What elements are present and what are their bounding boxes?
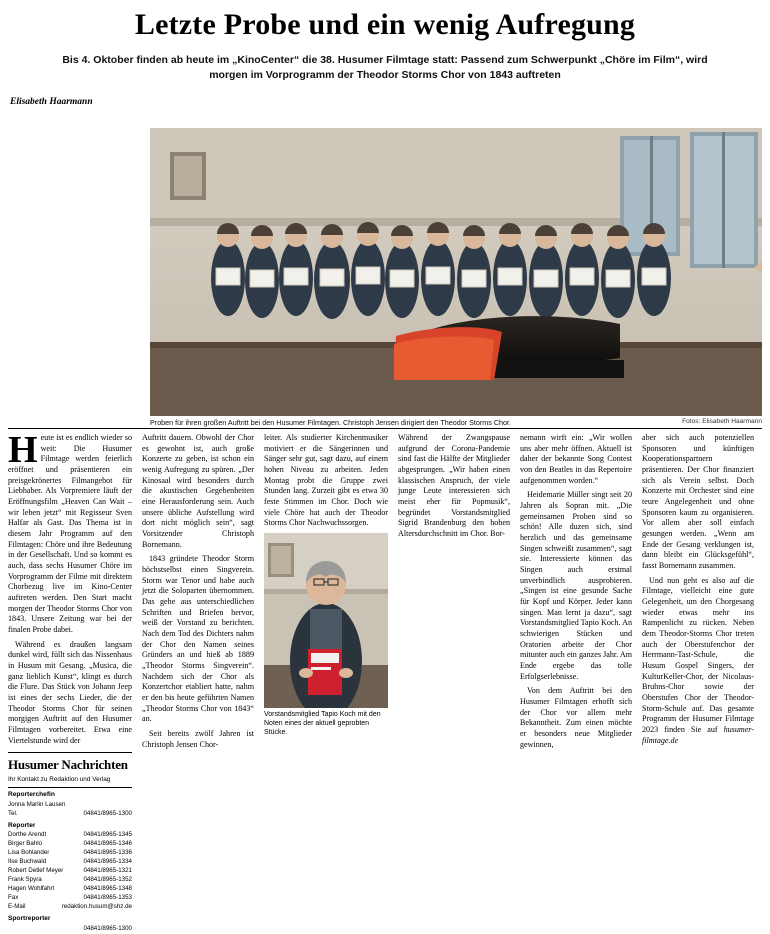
masthead-row [8,831,132,840]
masthead-row [8,849,132,858]
byline: Elisabeth Haarmann [10,97,93,108]
masthead-tel: 04841/8965-1334 [83,858,132,866]
paragraph: Heidemarie Müller singt seit 20 Jahren als Sopran mit. „Die gemeinsamen Proben sind so schön! Alle duzen sich, sind herzlich und das gemeinsame Singen schweißt zusammen“, sagt sie. Interessierte können das Singen auch erstmal unverbindlich ausprobieren. „Singen ist eine gesunde Sache für Kopf und Körper. Jeder kann singen. Man lernt ja dazu“, sagt Vorstandsmitglied Tapio Koch. An schwierigen Stücken und Oratorien arbeite der Chor mitunter auch ein ganzes Jahr. Am Ende ergebe das tolle Erfolgserlebnisse. [520,490,632,681]
secondary-photo-caption: Vorstandsmitglied Tapio Koch mit den Noten eines der aktuell geprobten Stücke. [264,711,381,737]
masthead-row [8,925,132,934]
masthead-name: Ilse Buchwald [8,858,47,866]
masthead-tel: 04841/8965-1348 [83,885,132,893]
masthead-row [8,858,132,867]
masthead-row [8,885,132,894]
paragraph: Seit bereits zwölf Jahren ist Christoph Jensen Chor- [142,729,254,749]
masthead-tel: 04841/8965-1352 [83,876,132,884]
secondary-photo [264,533,388,708]
masthead-name: Dorthe Arendt [8,831,47,839]
paragraph [8,429,132,636]
masthead-section-reporter: Reporter [8,821,36,829]
masthead-tel: 04841/8965-1321 [83,867,132,875]
newspaper-page [0,8,770,933]
main-photo [150,128,762,416]
masthead-name: Hagen Wohlfahrt [8,885,55,893]
paragraph: Von dem Auftritt bei den Husumer Filmtagen erhofft sich der Chor vor allem mehr Bekanntheit. Zum einen möchte er besonders neue Mitglieder gewinnen, [520,686,632,749]
masthead-row [8,876,132,885]
masthead-row [8,867,132,876]
paragraph: Während es draußen langsam dunkel wird, füllt sich das Nissenhaus in Husum mit Gesang. „Musica, die ganz lieblich Kunst“, klingt es durch die Flure. Das Stück von Johann Jeep ist eines der sechs Lieder, die der Theodor Storms Chor für seinen morgigen Auftritt auf den Husumer Filmtagen vorbereitet. Etwa eine Viertelstunde wird der [8,639,132,745]
masthead-row[interactable] [8,903,132,912]
paragraph: Auftritt dauern. Obwohl der Chor es gewohnt ist, auch große Konzerte zu geben, ist schon ein wenig Aufregung zu spüren. „Der Kinosaal wird besonders durch die akustischen Gegebenheiten eine Herausforderung sein. Auch unsere übliche Aufstellung wird dort nicht möglich sein“, sagt Vorsitzender Christoph Bornemann. [142,433,254,549]
masthead-tel: 04841/8965-1346 [83,840,132,848]
masthead-name: Birger Bahlo [8,840,43,848]
masthead-name: Jonna Marlin Lausen [8,800,66,808]
paragraph-text: eute ist es endlich wieder so weit: Die Husumer Filmtage werden feierlich eröffnet und präsentieren ein preisgekrönertes Filmangebot für Liebhaber. Als Vorpremiere läuft der Eröffnungsfilm „Heaven Can Wait – wir leben jetzt“ mit Regisseur Sven Halfar als Gast. Das Thema ist in diesem Jahr Programm auf den Filmtagen: Chöre und ihre Bedeutung in der Gesellschaft. Und so kommt es auch, dass sechs Husumer Chöre im Vorprogramm der Filme mit direktem Chorbezug live im Kino-Center auftreten werden. Den Start macht morgen der Theodor Storms Chor von 1843. Unsere Zeitung war bei der finalen Probe dabei. [8,433,132,635]
paragraph [642,576,754,747]
masthead-row [8,894,132,903]
masthead-tel: 04841/8965-1345 [83,831,132,839]
body-column-6 [642,433,764,789]
article-subheadline: Bis 4. Oktober finden ab heute im „KinoCenter“ die 38. Husumer Filmtage statt: Passend zum Schwerpunkt „Chöre im Film“, wird morgen im Vorprogramm der Theodor Storms Chor von 1843 auftreten [62,54,708,82]
masthead-row [8,801,132,810]
masthead-subtitle: Ihr Kontakt zu Redaktion und Verlag [8,775,111,783]
body-column-4 [398,433,520,789]
main-photo-caption-text: Proben für ihren großen Auftritt bei den Husumer Filmtagen. Christoph Jensen dirigiert den Theodor Storms Chor. [150,418,512,427]
masthead-row [8,840,132,849]
paragraph-text: Und nun geht es also auf die Filmtage, vielleicht eine gute Gelegenheit, um den Chorgesang wieder etwas mehr ins Rampenlicht zu rücken. Neben dem Theodor-Storms Chor treten auch der Oberstufenchor der Herrmann-Tast-Schule, die Husum Gospel Singers, der KulturKeller-Chor, der Nicolaus-Bruhns-Chor sowie der Oberstufen Chor der Theodor-Storm-Schule auf. Das gesamte Programm der Husumer Filmtage 2023 finden Sie auf [642,575,754,735]
masthead-name: Frank Spyra [8,876,42,884]
masthead-name: E-Mail [8,903,26,911]
main-photo-caption [150,418,762,427]
article-body [8,429,764,933]
masthead-tel: 04841/8965-1353 [83,894,132,902]
masthead-name: Robert Detlef Meyer [8,867,64,875]
dropcap: H [8,429,38,471]
page-title: Letzte Probe und ein wenig Aufregung [134,8,636,41]
masthead-row [8,810,132,819]
website-link[interactable]: husumer-filmtage.de [642,725,754,745]
masthead-divider [8,787,132,788]
masthead-tel: 04841/8965-1300 [83,809,132,817]
body-column-5 [520,433,642,789]
section-divider [8,428,762,429]
masthead-section-sportreporter: Sportreporter [8,915,51,923]
body-column-2 [142,433,264,789]
masthead-name: Lisa Bohlander [8,849,50,857]
body-column-1 [8,429,142,933]
masthead-tel: 04841/8965-1336 [83,849,132,857]
masthead-name: Tel. [8,809,18,817]
paragraph: aber sich auch potenziellen Sponsoren und künftigen Kooperationspartnern präsentieren. Der Chor finanziert sich als Verein selbst. Doch Konzerte mit Orchester sind eine teure Angelegenheit und ohne Sponsoren kaum zu organisieren. Vor allem aber soll einfach gesungen werden. „Wenn am Ende der Gesang verklungen ist, dann bleibt ein Glücksgefühl“, fasst Bornemann zusammen. [642,433,754,571]
paragraph: leiter. Als studierter Kirchenmusiker motiviert er die Sängerinnen und Sänger sehr gut, sagt dazu, auf einem hohen Niveau zu arbeiten. Jeden Montag probt die Gruppe zwei Stunden lang. Zurzeit gibt es etwa 30 feste Stimmen im Chor. Doch wie viele Chöre hat auch der Theodor Storms Chor Nachwuchssorgen. [264,433,388,528]
masthead-section-reporterchefin: Reporterchefin [8,791,55,799]
masthead-name: Fax [8,894,19,902]
board-member-photo [264,533,388,708]
main-photo-credit: Fotos: Elisabeth Haarmann [682,418,762,425]
choir-rehearsal-photo [150,128,762,416]
masthead-title: Husumer Nachrichten [8,757,128,773]
paragraph: 1843 gründete Theodor Storm höchstselbst einen Singverein. Storm war Tenor und habe auch jetzt die Soloparten übernommen. Das gehe aus unterschiedlichen Schriften und Briefen hervor, weiß der Vorstand zu berichten. Nach dem Tod des Dichters nahm der Chor den Namen seines Gründers an und hieß ab 1889 „Theodor Storms Singverein“. Nachdem sich der Chor als Konzertchor etabliert hatte, nahm er den bis heute geführten Namen „Theodor Storms Chor von 1843“ an. [142,554,254,724]
paragraph: nemann wirft ein: „Wir wollen uns aber mehr öffnen. Aktuell ist daher der bekannte Song Contest von den Beatles in das Repertoire aufgenommen worden.“ [520,433,632,485]
masthead-email[interactable]: redaktion.husum@shz.de [61,903,132,911]
paragraph: Während der Zwangspause aufgrund der Corona-Pandemie sind fast die Hälfte der Mitglieder abgesprungen. „Wir haben einen klassischen Anspruch, der viele junge Leute interessieren sich meist eher für Popmusik“, begründet Vorstandsmitglied Sigrid Brandenburg den hohen Altersdurchschnitt im Chor. Bor- [398,433,510,539]
masthead-tel: 04841/8965-1300 [83,925,132,933]
body-column-3 [264,433,398,789]
masthead-box [8,752,132,934]
